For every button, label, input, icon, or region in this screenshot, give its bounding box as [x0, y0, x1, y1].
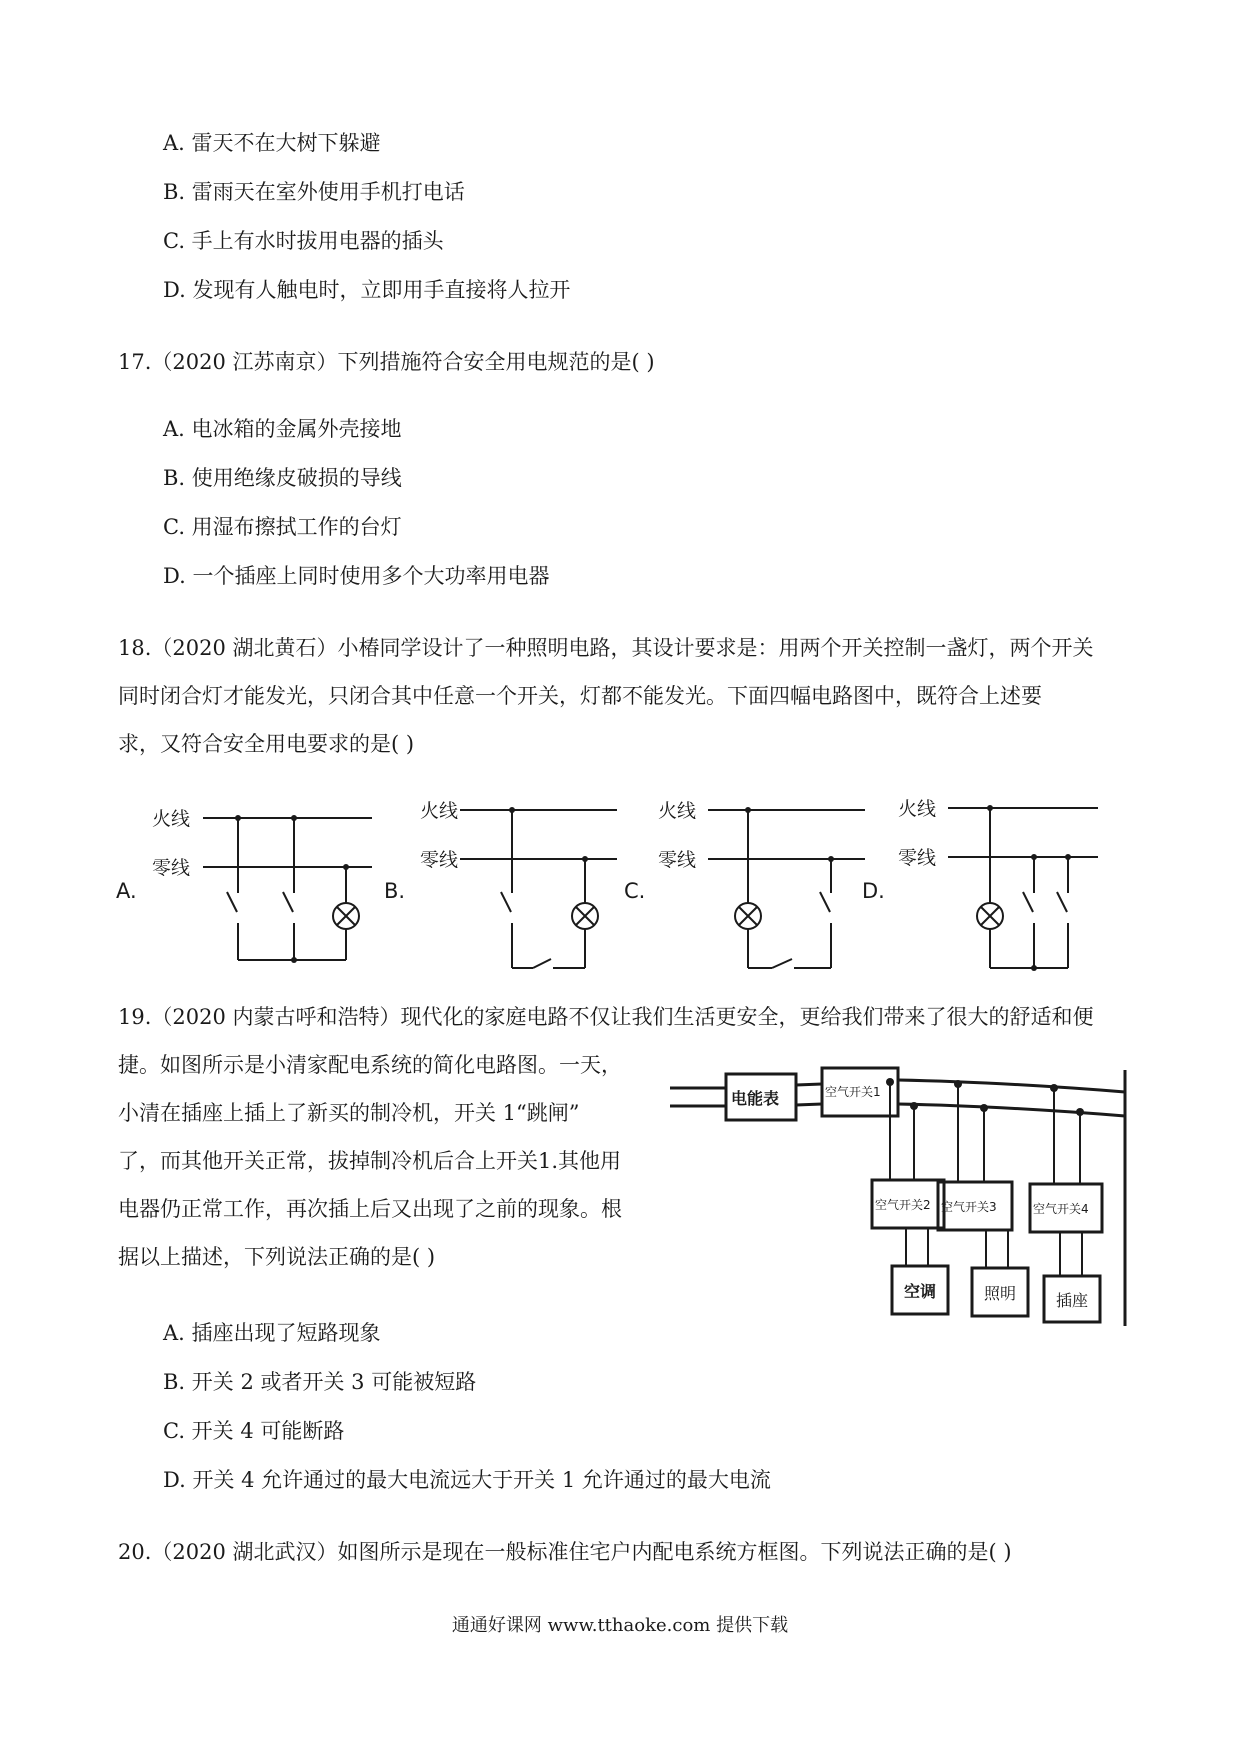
q18-circuit-diagrams	[0, 790, 1240, 980]
q16-option-c: C. 手上有水时拔用电器的插头	[163, 229, 444, 253]
q19-option-a: A. 插座出现了短路现象	[163, 1321, 381, 1345]
diagram-d-neutral-label: 零线	[898, 847, 937, 869]
q16-option-d: D. 发现有人触电时，立即用手直接将人拉开	[163, 278, 571, 302]
diagram-c-letter: C.	[624, 879, 646, 903]
q19-stem-line-3: 小清在插座上插上了新买的制冷机，开关 1“跳闸”	[118, 1101, 580, 1125]
diagram-a-live-label: 火线	[152, 808, 191, 830]
q17-option-c: C. 用湿布擦拭工作的台灯	[163, 515, 402, 539]
page-footer: 通通好课网 www.tthaoke.com 提供下载	[451, 1615, 789, 1636]
load-lighting-label: 照明	[984, 1284, 1017, 1303]
branch-switch-3-label: 空气开关3	[941, 1200, 997, 1214]
q19-option-c: C. 开关 4 可能断路	[163, 1419, 345, 1443]
load-socket-label: 插座	[1056, 1291, 1089, 1310]
diagram-b-letter: B.	[384, 879, 406, 903]
main-switch-label: 空气开关1	[825, 1085, 881, 1099]
diagram-a-neutral-label: 零线	[152, 857, 191, 879]
q19-stem-line-1: 19.（2020 内蒙古呼和浩特）现代化的家庭电路不仅让我们生活更安全，更给我们带来了很大的舒适和便	[118, 1005, 1094, 1029]
meter-label: 电能表	[731, 1089, 780, 1108]
diagram-a-letter: A.	[116, 879, 137, 903]
q17-stem: 17.（2020 江苏南京）下列措施符合安全用电规范的是( )	[118, 350, 655, 374]
q19-distribution-figure	[670, 1060, 1130, 1330]
q19-option-d: D. 开关 4 允许通过的最大电流远大于开关 1 允许通过的最大电流	[163, 1468, 771, 1492]
diagram-c-neutral-label: 零线	[658, 849, 697, 871]
q19-option-b: B. 开关 2 或者开关 3 可能被短路	[163, 1370, 477, 1394]
q16-option-a: A. 雷天不在大树下躲避	[163, 131, 381, 155]
q17-option-d: D. 一个插座上同时使用多个大功率用电器	[163, 564, 550, 588]
q16-option-b: B. 雷雨天在室外使用手机打电话	[163, 180, 465, 204]
diagram-c-live-label: 火线	[658, 800, 697, 822]
q19-stem-line-6: 据以上描述，下列说法正确的是( )	[118, 1245, 436, 1269]
q18-stem-line-1: 18.（2020 湖北黄石）小椿同学设计了一种照明电路，其设计要求是：用两个开关控制一盏灯，两个开关	[118, 636, 1094, 660]
diagram-d-letter: D.	[862, 879, 885, 903]
diagram-d-live-label: 火线	[898, 798, 937, 820]
q19-stem-line-5: 电器仍正常工作，再次插上后又出现了之前的现象。根	[118, 1197, 622, 1221]
branch-switch-2-label: 空气开关2	[875, 1198, 931, 1212]
q19-stem-line-4: 了，而其他开关正常，拔掉制冷机后合上开关1.其他用	[118, 1149, 622, 1173]
q17-option-a: A. 电冰箱的金属外壳接地	[163, 417, 402, 441]
diagram-b-live-label: 火线	[420, 800, 459, 822]
q20-stem: 20.（2020 湖北武汉）如图所示是现在一般标准住宅户内配电系统方框图。下列说法正确的是( )	[118, 1540, 1012, 1564]
q18-stem-line-3: 求，又符合安全用电要求的是( )	[118, 732, 415, 756]
q19-stem-line-2: 捷。如图所示是小清家配电系统的简化电路图。一天，	[118, 1053, 622, 1077]
load-ac-label: 空调	[904, 1282, 937, 1301]
q18-stem-line-2: 同时闭合灯才能发光，只闭合其中任意一个开关，灯都不能发光。下面四幅电路图中，既符合上述要	[118, 684, 1042, 708]
diagram-b-neutral-label: 零线	[420, 849, 459, 871]
branch-switch-4-label: 空气开关4	[1033, 1202, 1089, 1216]
q17-option-b: B. 使用绝缘皮破损的导线	[163, 466, 402, 490]
